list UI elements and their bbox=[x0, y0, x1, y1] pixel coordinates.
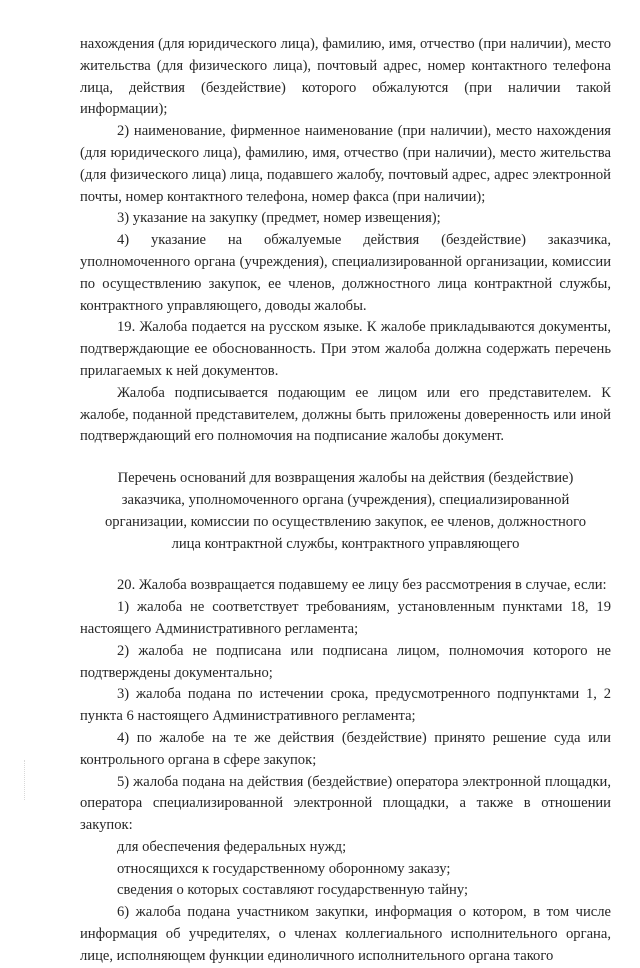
paragraph-20-item-5-federal: для обеспечения федеральных нужд; bbox=[117, 838, 347, 855]
paragraph-item-3: 3) указание на закупку (предмет, номер извещения); bbox=[117, 210, 441, 227]
paragraph-20-item-5: 5) жалоба подана на действия (бездействие) оператора электронной площадки, оператора специализированной электронной площадки, а также в отношении закупок: bbox=[80, 773, 611, 834]
paragraph-20: 20. Жалоба возвращается подавшему ее лицу без рассмотрения в случае, если: bbox=[117, 577, 607, 594]
paragraph-20-item-5-secret: сведения о которых составляют государственную тайну; bbox=[117, 882, 469, 899]
paragraph-20-item-6: 6) жалоба подана участником закупки, информация о котором, в том числе информация об учредителях, о членах коллегиального исполнительного органа, лице, исполняющем функции единоличного исполнительного органа такого bbox=[80, 904, 611, 964]
paragraph-20-item-2: 2) жалоба не подписана или подписана лицом, полномочия которого не подтверждены документально; bbox=[80, 642, 611, 681]
paragraph-20-item-5-defense: относящихся к государственному оборонному заказу; bbox=[117, 860, 451, 877]
paragraph-item-4: 4) указание на обжалуемые действия (бездействие) заказчика, уполномоченного органа (учреждения), специализированной организации, комиссии по осуществлению закупок, ее членов, должностного лица контрактной службы, контрактного управляющего, доводы жалобы. bbox=[80, 232, 611, 314]
paragraph-continuation: нахождения (для юридического лица), фамилию, имя, отчество (при наличии), место жительства (для физического лица), почтовый адрес, номер контактного телефона лица, действия (бездействие) которого обжалуются (при наличии такой информации); bbox=[80, 36, 611, 118]
paragraph-19: 19. Жалоба подается на русском языке. К жалобе прикладываются документы, подтверждающие ее обоснованность. При этом жалоба должна содержать перечень прилагаемых к ней документов. bbox=[80, 319, 611, 379]
document-page bbox=[80, 34, 611, 968]
section-heading: Перечень оснований для возвращения жалобы на действия (бездействие) заказчика, уполномоченного органа (учреждения), специализированной организации, комиссии по осуществлению закупок, ее членов, должностного лица контрактной службы, контрактного управляющего bbox=[104, 470, 586, 552]
paragraph-20-item-3: 3) жалоба подана по истечении срока, предусмотренного подпунктами 1, 2 пункта 6 настоящего Административного регламента; bbox=[80, 686, 611, 725]
paragraph-20-item-1: 1) жалоба не соответствует требованиям, установленным пунктами 18, 19 настоящего Административного регламента; bbox=[80, 599, 611, 637]
paragraph-20-item-4: 4) по жалобе на те же действия (бездействие) принято решение суда или контрольного органа в сфере закупок; bbox=[80, 729, 611, 768]
paragraph-item-2: 2) наименование, фирменное наименование (при наличии), место нахождения (для юридического лица), фамилию, имя, отчество (при наличии), место жительства (для физического лица) лица, подавшего жалобу, почтовый адрес, адрес электронной почты, номер контактного телефона, номер факса (при наличии); bbox=[80, 123, 611, 205]
scan-margin-mark bbox=[24, 760, 26, 800]
paragraph-signature: Жалоба подписывается подающим ее лицом или его представителем. К жалобе, поданной представителем, должны быть приложены доверенность или иной подтверждающий его полномочия на подписание жалобы документ. bbox=[80, 384, 611, 445]
